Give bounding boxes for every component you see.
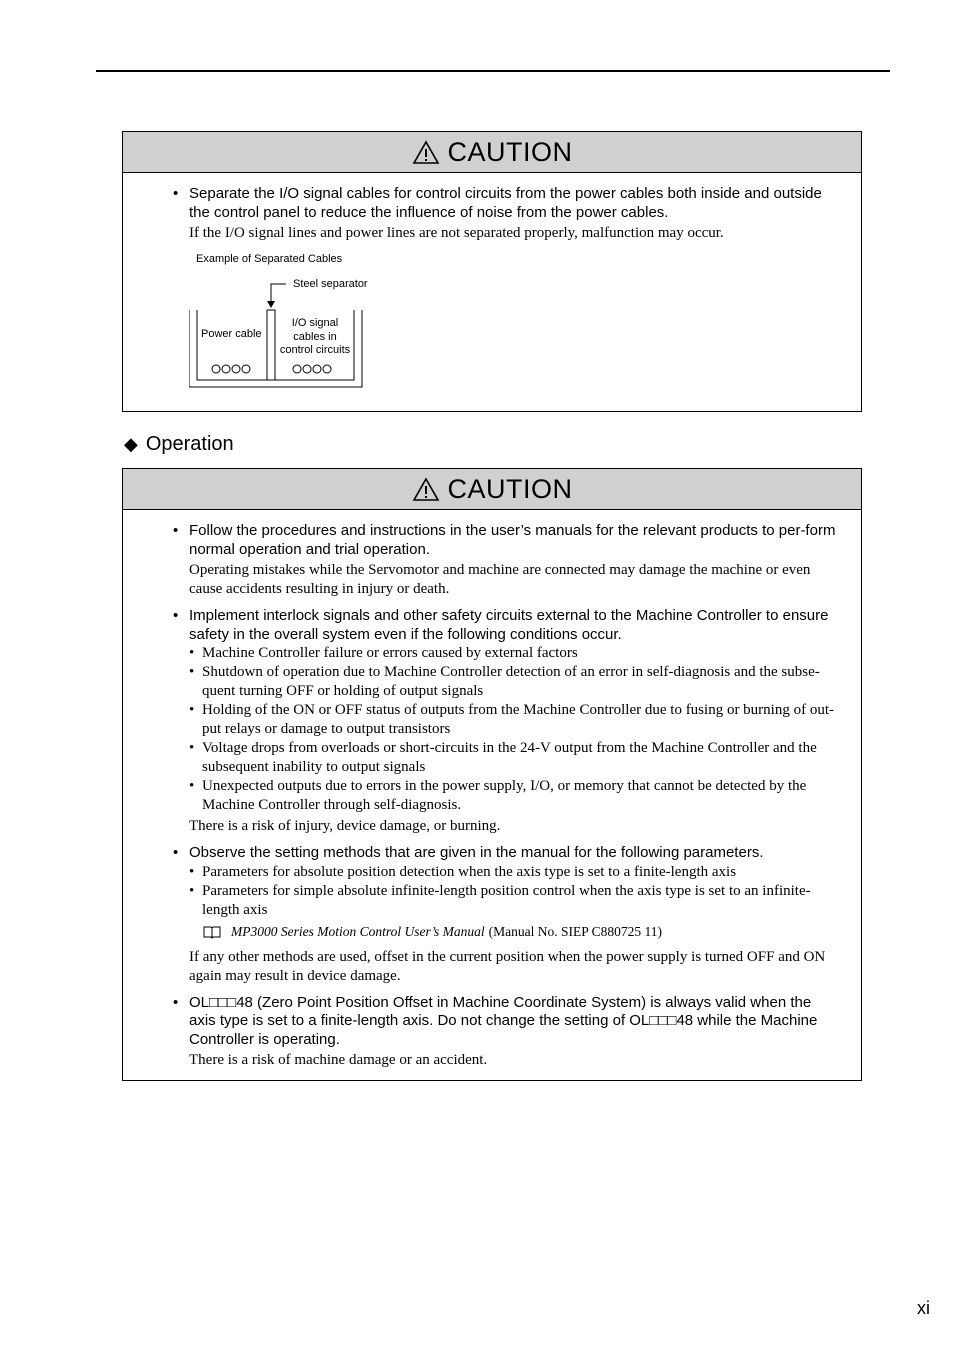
caution-item [173,844,841,986]
bullet: • [173,607,179,624]
sub-item-text: Machine Controller failure or errors caused by external factors [202,645,578,661]
caution-box-wiring [122,131,862,412]
caution-title: CAUTION [447,473,573,504]
item-lead: OL□□□48 (Zero Point Position Offset in Machine Coordinate System) is always valid when the axis type is set to a finite-length axis. Do not change the setting of OL□□□48 while the Machine Controller is operating. [189,993,818,1048]
manual-reference [189,923,841,941]
warning-triangle-icon [412,140,440,165]
power-cable-label: Power cable [201,328,262,340]
manual-title: MP3000 Series Motion Control User’s Manual [231,923,485,939]
caution-item [173,607,841,836]
bullet: • [173,844,179,861]
heading-text: Operation [145,433,234,455]
caution-item [173,994,841,1071]
diagram-caption: Example of Separated Cables [196,253,343,265]
caution-title: CAUTION [447,136,573,167]
page-number: xi [917,1298,930,1318]
sub-item: • Unexpected outputs due to errors in the power supply, I/O, or memory that cannot be detected by the Machine Controller through self-diagnosis. [189,778,807,813]
book-icon [203,925,221,939]
sub-item: • Voltage drops from overloads or short-circuits in the 24-V output from the Machine Controller and the subsequent inability to output signals [189,740,817,775]
io-label-line: cables in [293,330,337,343]
sub-item-text: Holding of the ON or OFF status of outputs from the Machine Controller due to fusing or burning of out-put relays or damage to output transistors [202,702,835,737]
sub-item: • Parameters for simple absolute infinite-length position control when the axis type is set to an infinite-length axis [189,882,811,918]
separated-cables-diagram [189,249,841,409]
sub-item-text: Parameters for simple absolute infinite-length position control when the axis type is set to an infinite-length axis [202,882,811,918]
manual-number: (Manual No. SIEP C880725 11) [488,923,662,939]
sub-item: • Holding of the ON or OFF status of outputs from the Machine Controller due to fusing or burning of out-put relays or damage to output transistors [189,702,835,737]
item-note: There is a risk of machine damage or an accident. [189,1052,488,1068]
io-label-line: I/O signal [291,317,339,329]
operation-heading [124,433,234,456]
top-rule [96,70,890,72]
item-note: There is a risk of injury, device damage, or burning. [189,818,501,834]
sub-item: • Shutdown of operation due to Machine Controller detection of an error in self-diagnosis and the subse-quent turning OFF or holding of output signals [189,664,820,699]
item-note: Operating mistakes while the Servomotor and machine are connected may damage the machine or even cause accidents resulting in injury or death. [189,562,811,597]
item-note: If the I/O signal lines and power lines are not separated properly, malfunction may occur. [189,225,724,241]
sub-item: • Machine Controller failure or errors caused by external factors [189,645,578,661]
item-lead: Separate the I/O signal cables for control circuits from the power cables both inside and outside the control panel to reduce the influence of noise from the power cables. [189,185,822,221]
caution-header [123,132,861,173]
sub-item-text: Voltage drops from overloads or short-circuits in the 24-V output from the Machine Controller and the subsequent inability to output signals [202,740,817,775]
bullet: • [173,522,179,539]
bullet: • [173,185,179,202]
bullet: • [173,993,179,1011]
sub-item-text: Unexpected outputs due to errors in the power supply, I/O, or memory that cannot be detected by the Machine Controller through self-diagnosis. [202,778,807,813]
diamond-bullet-icon: ◆ [124,434,138,454]
caution-item [173,522,841,599]
io-label-line: control circuits [279,344,351,356]
sub-item-text: Parameters for absolute position detection when the axis type is set to a finite-length axis [202,863,737,880]
item-lead: Observe the setting methods that are given in the manual for the following parameters. [189,844,764,861]
caution-body [123,510,861,1092]
caution-header [123,469,861,510]
sub-item-text: Shutdown of operation due to Machine Controller detection of an error in self-diagnosis and the subse-quent turning OFF or holding of output signals [202,664,820,699]
warning-triangle-icon [412,477,440,502]
separator-label: Steel separator [293,278,368,290]
item-lead: Implement interlock signals and other safety circuits external to the Machine Controller to ensure safety in the overall system even if the following conditions occur. [189,607,829,643]
caution-item [173,185,841,409]
caution-box-operation [122,468,862,1081]
item-lead: Follow the procedures and instructions in the user’s manuals for the relevant products to per-form normal operation and trial operation. [189,522,836,558]
item-note: If any other methods are used, offset in the current position when the power supply is turned OFF and ON again may result in device damage. [189,948,826,984]
caution-body [123,173,861,431]
sub-item: • Parameters for absolute position detection when the axis type is set to a finite-length axis [189,863,737,880]
io-cable-label [277,317,353,358]
